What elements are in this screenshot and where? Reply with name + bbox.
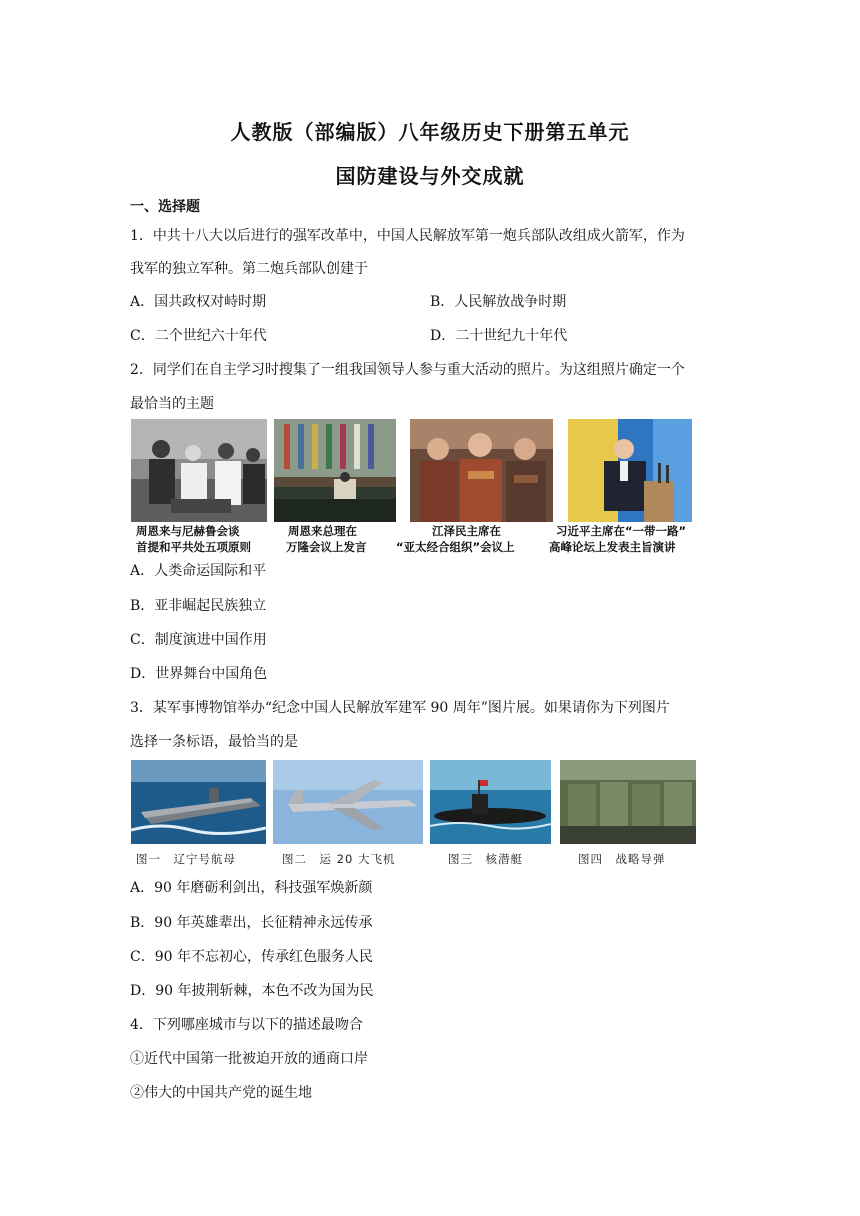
q1-option-a: A．国共政权对峙时期 [130,294,267,310]
q4-item-1: ①近代中国第一批被迫开放的通商口岸 [130,1051,368,1067]
photo-zhou-nehru [131,419,267,522]
q1-option-b: B．人民解放战争时期 [430,294,567,310]
q2-caption-3-line1: 江泽民主席在 [432,524,501,538]
photo-strategic-missiles [560,760,696,844]
photo-apec-meeting [410,419,553,522]
photo-nuclear-submarine [430,760,551,844]
q3-caption-4: 图四 战略导弹 [578,852,666,866]
q2-caption-4-line2: 高峰论坛上发表主旨演讲 [549,540,676,554]
q3-caption-2: 图二 运 20 大飞机 [282,852,396,866]
doc-title-line2: 国防建设与外交成就 [335,164,525,188]
q2-caption-1-line1: 周恩来与尼赫鲁会谈 [136,524,240,538]
q3-option-b: B．90 年英雄辈出，长征精神永远传承 [130,915,373,931]
q2-option-a: A．人类命运国际和平 [130,563,267,579]
q2-caption-2-line2: 万隆会议上发言 [286,540,367,554]
q1-option-d: D．二十世纪九十年代 [430,328,568,344]
q4-item-2: ②伟大的中国共产党的诞生地 [130,1085,312,1101]
q3-caption-3: 图三 核潜艇 [448,852,523,866]
doc-title-line1: 人教版（部编版）八年级历史下册第五单元 [230,120,630,144]
q2-option-b: B．亚非崛起民族独立 [130,598,267,614]
section-heading: 一、选择题 [130,199,200,215]
q1-stem-line2: 我军的独立军种。第二炮兵部队创建于 [130,261,368,277]
photo-y20-airplane [273,760,423,844]
photo-bandung-conference [274,419,396,522]
q1-stem-line1: 1．中共十八大以后进行的强军改革中，中国人民解放军第一炮兵部队改组成火箭军，作为 [130,228,685,244]
q2-caption-4-line1: 习近平主席在“一带一路” [556,524,687,538]
q2-stem-line1: 2．同学们在自主学习时搜集了一组我国领导人参与重大活动的照片。为这组照片确定一个 [130,362,685,378]
photo-aircraft-carrier [131,760,266,844]
q2-caption-3-line2: “亚太经合组织”会议上 [396,540,515,554]
q4-stem: 4．下列哪座城市与以下的描述最吻合 [130,1017,363,1033]
q2-option-d: D．世界舞台中国角色 [130,666,268,682]
q3-stem-line2: 选择一条标语，最恰当的是 [130,734,298,750]
q3-option-d: D．90 年披荆斩棘，本色不改为国为民 [130,983,374,999]
q3-option-c: C．90 年不忘初心，传承红色服务人民 [130,949,373,965]
q2-option-c: C．制度演进中国作用 [130,632,267,648]
q3-stem-line1: 3．某军事博物馆举办“纪念中国人民解放军建军 90 周年”图片展。如果请你为下列图片 [130,700,670,716]
q2-caption-2-line1: 周恩来总理在 [288,524,357,538]
q3-caption-1: 图一 辽宁号航母 [136,852,236,866]
q1-option-c: C．二个世纪六十年代 [130,328,267,344]
q2-stem-line2: 最恰当的主题 [130,396,214,412]
q2-caption-1-line2: 首提和平共处五项原则 [136,540,251,554]
photo-belt-road-forum [568,419,692,522]
q3-option-a: A．90 年磨砺利剑出，科技强军焕新颜 [130,880,373,896]
